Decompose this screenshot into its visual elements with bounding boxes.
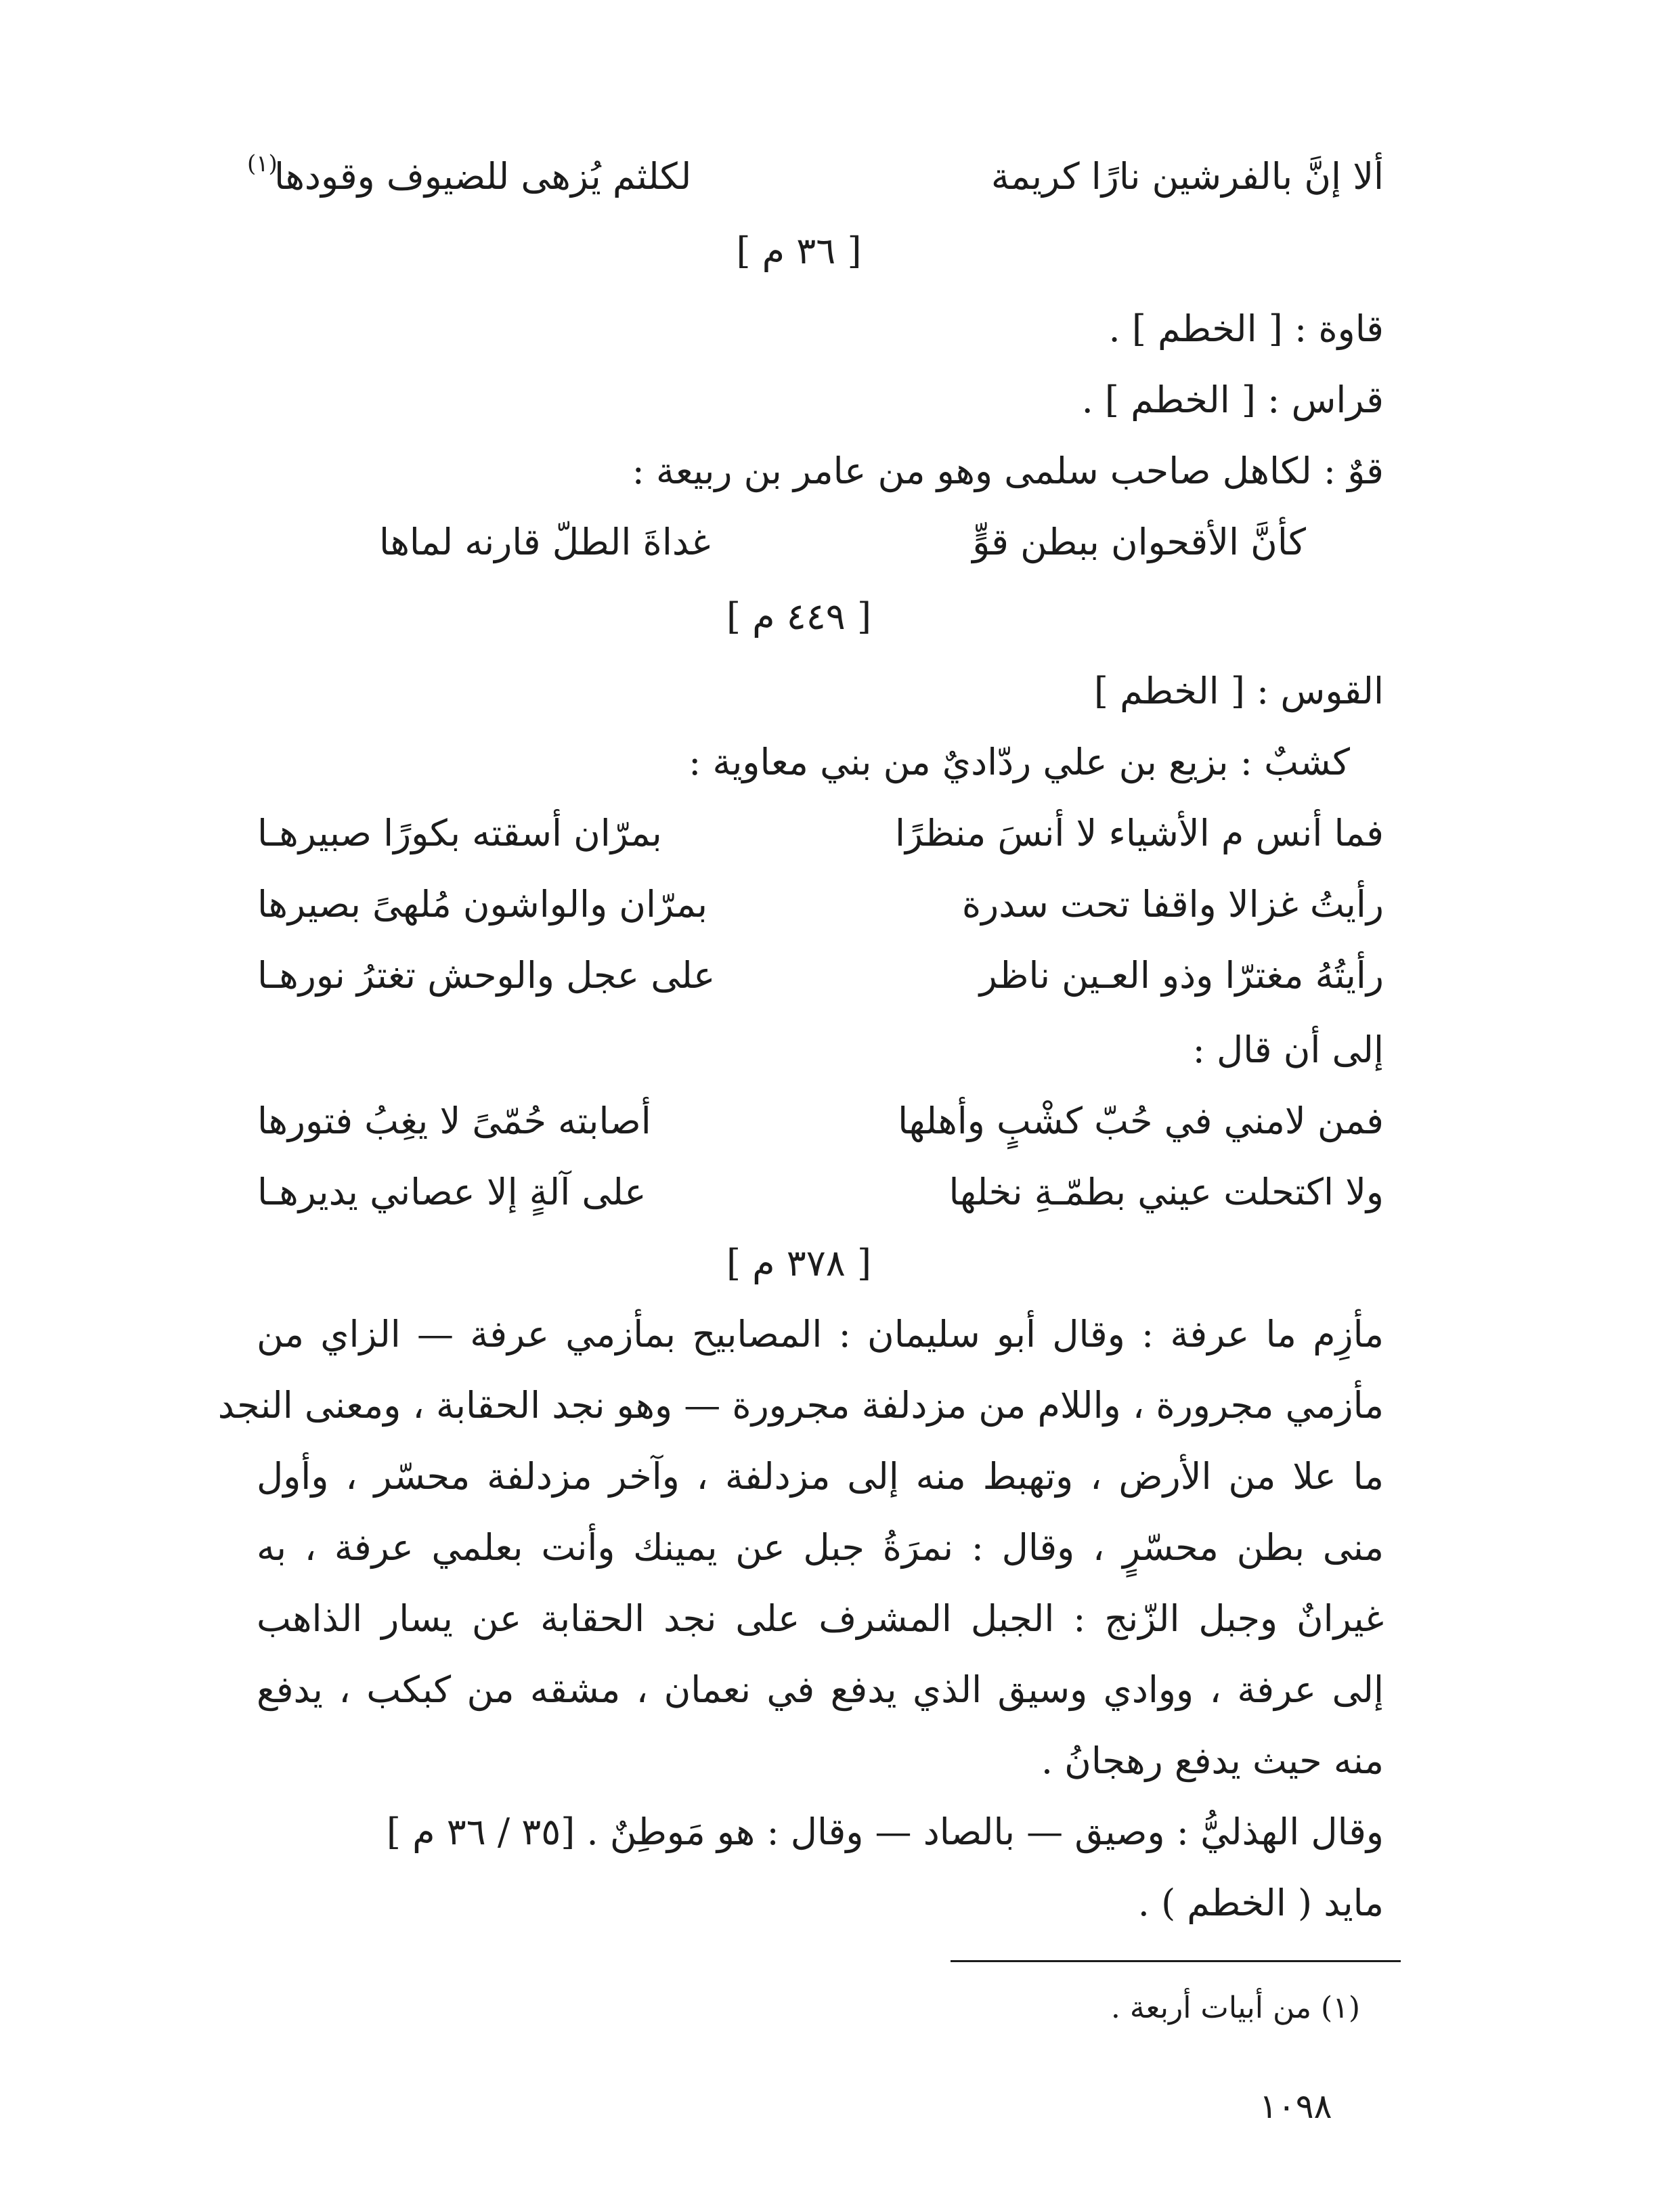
reference-bracket: [ ٣٧٨ م ] bbox=[726, 1242, 872, 1284]
reference-bracket: [ ٣٦ م ] bbox=[736, 230, 862, 272]
verse-hemistich-right: رأيتُهُ مغترّا وذو العـين ناظر bbox=[979, 954, 1384, 997]
verse-hemistich-right: ألا إنَّ بالفرشين نارًا كريمة bbox=[990, 155, 1384, 198]
entry-hudhali: وقال الهذليُّ : وصيق — بالصاد — وقال : هو مَوطِنٌ . [٣٥ / ٣٦ م ] bbox=[386, 1810, 1384, 1853]
verse-hemistich-left: على عجل والوحش تغترُ نورهـا bbox=[257, 954, 716, 997]
entry-qaw-intro: قوٌ : لكاهل صاحب سلمى وهو من عامر بن ربيعة : bbox=[632, 450, 1384, 492]
verse-hemistich-right: كأنَّ الأقحوان ببطن قوٍّ bbox=[972, 521, 1306, 563]
page-number: ١٠٩٨ bbox=[1259, 2087, 1332, 2126]
prose-line: ما علا من الأرض ، وتهبط منه إلى مزدلفة ، وآخر مزدلفة محسّر ، وأول bbox=[257, 1455, 1384, 1498]
entry-qiras: قراس : [ الخطم ] . bbox=[1081, 378, 1384, 421]
verse-hemistich-left: غداةَ الطلّ قارنه لماها bbox=[379, 521, 711, 563]
footnote-divider bbox=[951, 1960, 1401, 1962]
entry-mayid: مايد ( الخطم ) . bbox=[1137, 1882, 1384, 1924]
verse-hemistich-right: فما أنس م الأشياء لا أنسَ منظرًا bbox=[895, 812, 1384, 854]
verse-hemistich-left: على آلةٍ إلا عصاني يديرهـا bbox=[257, 1171, 647, 1213]
entry-qawa: قاوة : [ الخطم ] . bbox=[1108, 307, 1384, 350]
verse-hemistich-left: بمرّان أسقته بكورًا صبيرهـا bbox=[257, 812, 662, 854]
prose-line: إلى عرفة ، ووادي وسيق الذي يدفع في نعمان ، مشقه من كبكب ، يدفع bbox=[257, 1668, 1384, 1711]
footnote: (١) من أبيات أربعة . bbox=[1110, 1991, 1360, 2025]
footnote-marker: (١) bbox=[247, 150, 278, 177]
transition-text: إلى أن قال : bbox=[1192, 1028, 1384, 1071]
verse-hemistich-left: بمرّان والواشون مُلهىً بصيرها bbox=[257, 883, 708, 926]
verse-hemistich-left: أصابته حُمّىً لا يغِبُ فتورها bbox=[257, 1100, 651, 1142]
verse-hemistich-right: رأيتُ غزالا واقفا تحت سدرة bbox=[961, 883, 1384, 926]
verse-hemistich-right: فمن لامني في حُبّ كشْبٍ وأهلها bbox=[898, 1100, 1384, 1142]
reference-bracket: [ ٤٤٩ م ] bbox=[726, 595, 872, 638]
prose-line: منه حيث يدفع رهجانُ . bbox=[1041, 1739, 1384, 1782]
prose-line: مأزمي مجرورة ، واللام من مزدلفة مجرورة — وهو نجد الحقابة ، ومعنى النجد bbox=[217, 1384, 1384, 1427]
prose-line: غيرانٌ وجبل الزّنج : الجبل المشرف على نجد الحقابة عن يسار الذاهب bbox=[257, 1597, 1384, 1640]
prose-line: منى بطن محسّرٍ ، وقال : نمرَةُ جبل عن يمينك وأنت بعلمي عرفة ، به bbox=[257, 1526, 1384, 1569]
prose-line: مأزِم ما عرفة : وقال أبو سليمان : المصابيح بمأزمي عرفة — الزاي من bbox=[257, 1313, 1384, 1356]
entry-kushb-intro: كشبٌ : بزيع بن علي ردّاديٌ من بني معاوية : bbox=[689, 741, 1350, 783]
verse-hemistich-left: لكلثم يُزهى للضيوف وقودها bbox=[274, 155, 692, 198]
verse-hemistich-right: ولا اكتحلت عيني بطمّـةِ نخلها bbox=[948, 1171, 1384, 1213]
entry-qaws: القوس : [ الخطم ] bbox=[1093, 670, 1384, 712]
